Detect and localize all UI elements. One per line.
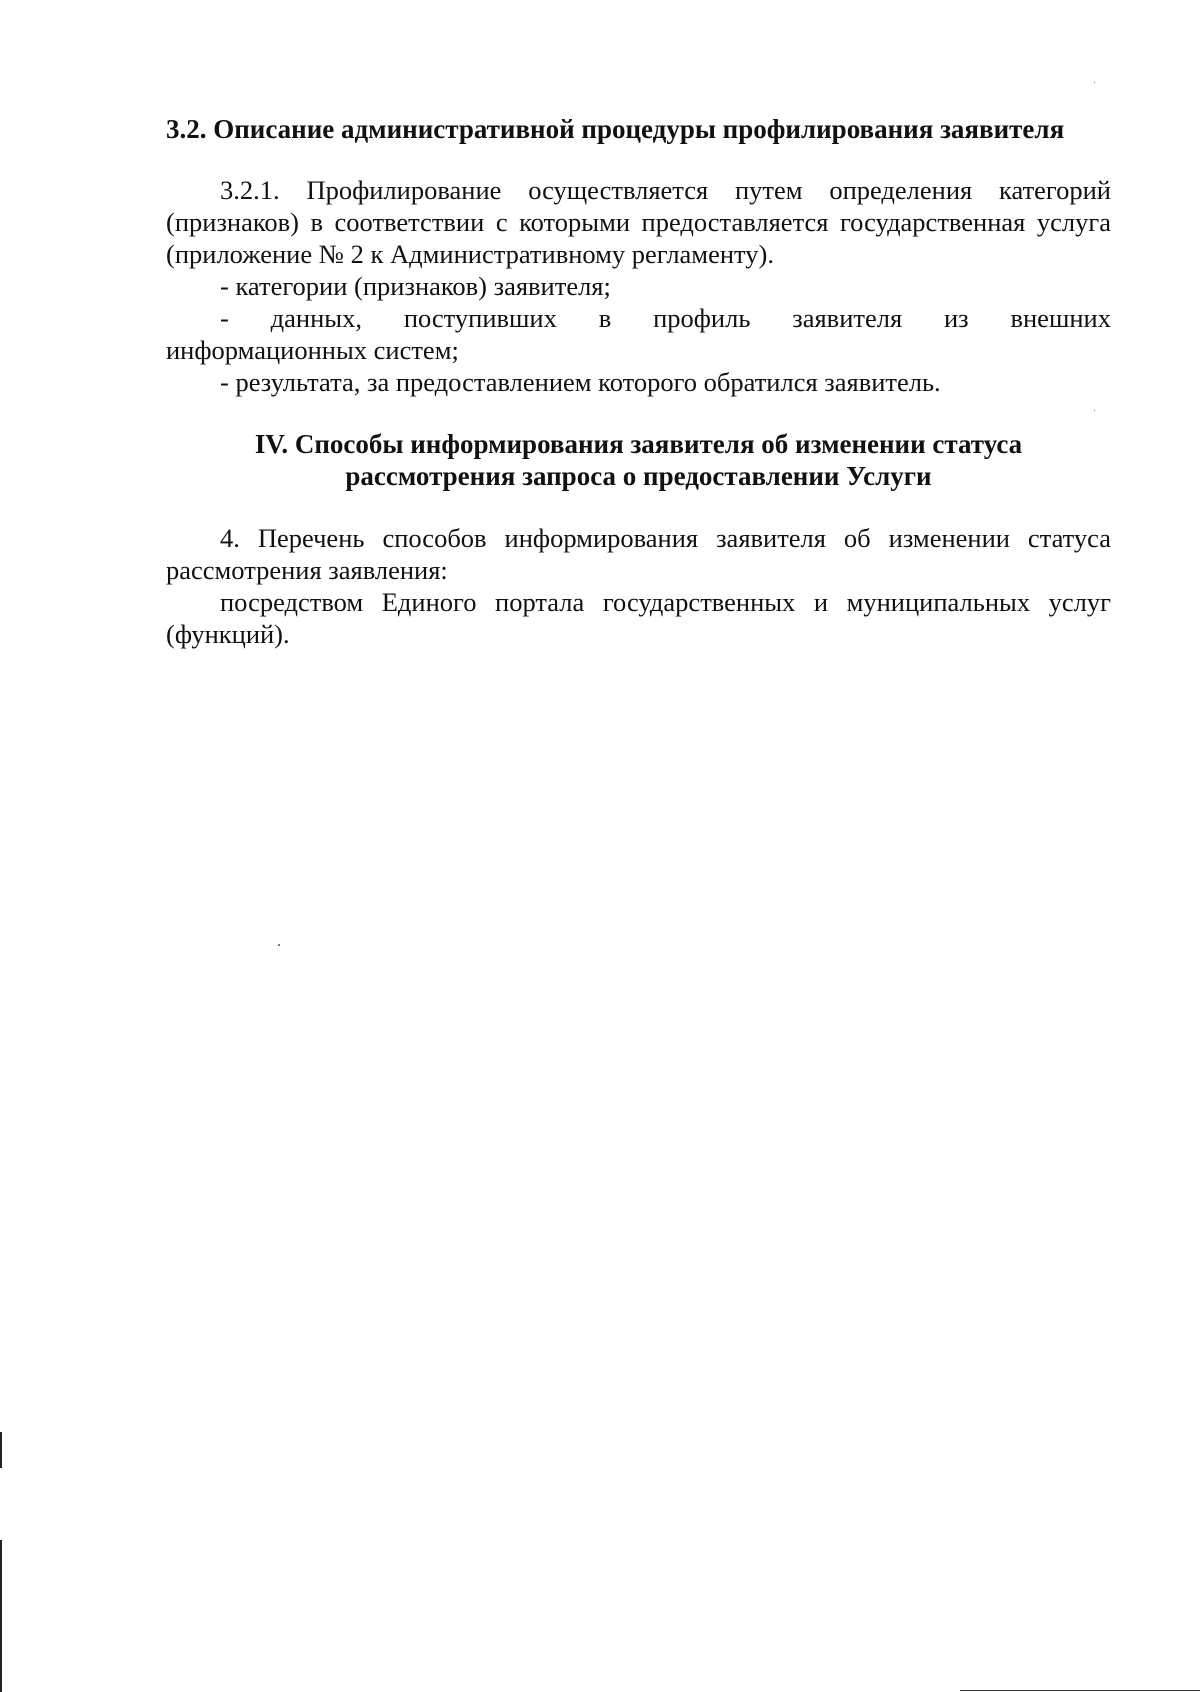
scan-speck: [1094, 82, 1095, 83]
document-body: [166, 113, 1111, 650]
section-4-paragraph: 4. Перечень способов информирования заявителя об изменении статуса рассмотрения заявления:: [166, 523, 1111, 585]
spacer: [166, 492, 1111, 522]
list-item-word: данных,: [270, 303, 362, 333]
scan-edge-mark: [0, 1432, 2, 1468]
list-item-external-data-line: [166, 302, 1111, 334]
list-item-word: внешних: [1010, 303, 1111, 333]
scan-speck: [1094, 410, 1095, 411]
section-4-heading-line-2: рассмотрения запроса о предоставлении Услуги: [345, 461, 932, 491]
list-item-word: поступивших: [403, 303, 557, 333]
scan-speck: [278, 944, 280, 946]
section-4-heading-line-1: IV. Способы информирования заявителя об изменении статуса: [254, 429, 1023, 459]
list-item-word: заявителя: [792, 303, 903, 333]
list-item-categories: - категории (признаков) заявителя;: [220, 271, 611, 301]
spacer: [166, 398, 1111, 428]
section-4-heading: [166, 428, 1111, 492]
scan-bottom-edge: [960, 1690, 1200, 1691]
list-item-word: -: [220, 303, 229, 333]
scan-edge-mark: [0, 1540, 2, 1692]
list-item-external-data-continuation: информационных систем;: [166, 335, 459, 365]
section-3-2-heading: 3.2. Описание административной процедуры профилирования заявителя: [166, 114, 1065, 144]
list-item-word: профиль: [653, 303, 751, 333]
section-3-2-1-paragraph: 3.2.1. Профилирование осуществляется путем определения категорий (признаков) в соответствии с которыми предоставляется государственная услуга (приложение № 2 к Административному регламенту).: [166, 175, 1111, 269]
list-item-result: - результата, за предоставлением которого обратился заявитель.: [220, 367, 941, 397]
section-4-portal-paragraph: посредством Единого портала государственных и муниципальных услуг (функций).: [166, 587, 1111, 649]
list-item-word: из: [943, 303, 969, 333]
list-item-word: в: [598, 303, 612, 333]
